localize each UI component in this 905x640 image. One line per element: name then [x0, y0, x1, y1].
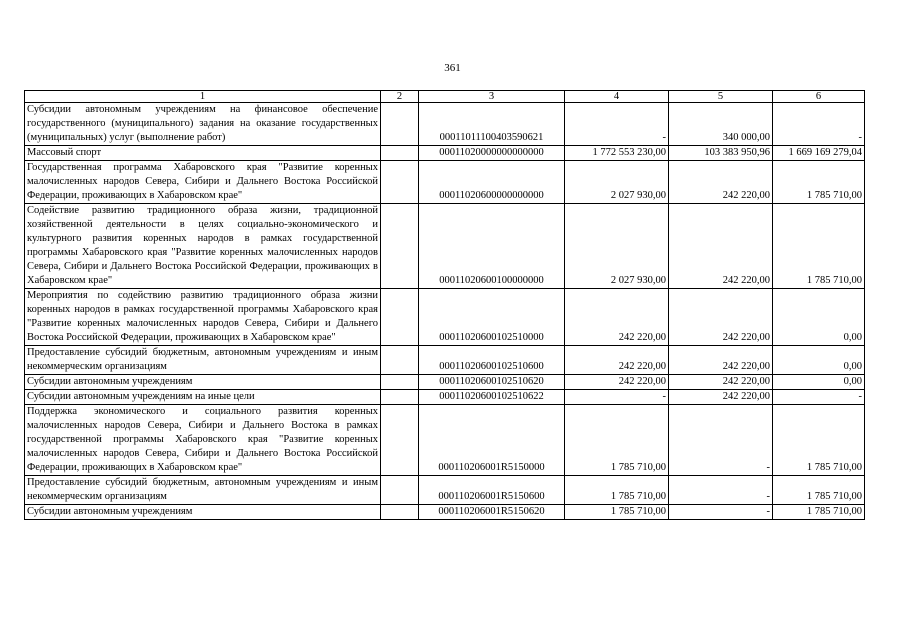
- row-name: Содействие развитию традиционного образа жизни, традиционной хозяйственной деятельности в целях социально-экономического и культурного развития коренных народов в рамках государственной программы Хабаровского края "Развитие коренных малочисленных народов Севера, Сибири и Дальнего Востока Российской Федерации, проживающих в Хабаровском крае": [25, 204, 381, 289]
- row-value-5: 103 383 950,96: [669, 146, 773, 161]
- row-value-4: 242 220,00: [565, 375, 669, 390]
- row-value-6: 0,00: [773, 289, 865, 346]
- row-code: 000110206001R5150600: [419, 476, 565, 505]
- row-col2: [381, 146, 419, 161]
- table-body: [25, 91, 865, 520]
- row-name: Субсидии автономным учреждениям: [25, 375, 381, 390]
- row-col2: [381, 505, 419, 520]
- table-row: [25, 390, 865, 405]
- row-value-4: 1 785 710,00: [565, 476, 669, 505]
- row-name: Поддержка экономического и социального развития коренных малочисленных народов Севера, Сибири и Дальнего Востока в рамках государственной программы Хабаровского края "Развитие коренных малочисленных народов Севера, Сибири и Дальнего Востока Российской Федерации, проживающих в Хабаровском крае": [25, 405, 381, 476]
- row-value-4: 1 785 710,00: [565, 505, 669, 520]
- row-value-6: 0,00: [773, 375, 865, 390]
- row-name: Предоставление субсидий бюджетным, автономным учреждениям и иным некоммерческим организациям: [25, 346, 381, 375]
- row-col2: [381, 346, 419, 375]
- row-col2: [381, 204, 419, 289]
- row-code: 00011020600102510622: [419, 390, 565, 405]
- row-code: 000110206001R5150620: [419, 505, 565, 520]
- table-row: [25, 505, 865, 520]
- row-value-5: 242 220,00: [669, 204, 773, 289]
- table-row: [25, 289, 865, 346]
- row-col2: [381, 161, 419, 204]
- row-col2: [381, 375, 419, 390]
- row-value-5: -: [669, 476, 773, 505]
- row-code: 00011020600102510620: [419, 375, 565, 390]
- row-name: Предоставление субсидий бюджетным, автономным учреждениям и иным некоммерческим организациям: [25, 476, 381, 505]
- row-col2: [381, 103, 419, 146]
- row-value-6: 1 785 710,00: [773, 505, 865, 520]
- row-code: 00011020600000000000: [419, 161, 565, 204]
- row-name: Массовый спорт: [25, 146, 381, 161]
- row-value-4: 242 220,00: [565, 289, 669, 346]
- table-row: [25, 375, 865, 390]
- row-value-6: 1 785 710,00: [773, 476, 865, 505]
- row-code: 00011020000000000000: [419, 146, 565, 161]
- row-col2: [381, 390, 419, 405]
- row-value-4: 1 772 553 230,00: [565, 146, 669, 161]
- column-header: 4: [565, 91, 669, 103]
- row-value-4: 2 027 930,00: [565, 161, 669, 204]
- table-row: [25, 103, 865, 146]
- column-header: 1: [25, 91, 381, 103]
- table-row: [25, 476, 865, 505]
- row-value-5: 242 220,00: [669, 390, 773, 405]
- column-number-row: [25, 91, 865, 103]
- page-number: 361: [444, 62, 461, 74]
- row-value-6: 1 785 710,00: [773, 405, 865, 476]
- row-value-5: -: [669, 405, 773, 476]
- row-value-6: 1 785 710,00: [773, 161, 865, 204]
- row-name: Государственная программа Хабаровского края "Развитие коренных малочисленных народов Севера, Сибири и Дальнего Востока Российской Федерации, проживающих в Хабаровском крае": [25, 161, 381, 204]
- row-value-4: 2 027 930,00: [565, 204, 669, 289]
- row-value-5: 340 000,00: [669, 103, 773, 146]
- row-name: Субсидии автономным учреждениям: [25, 505, 381, 520]
- column-header: 5: [669, 91, 773, 103]
- row-name: Мероприятия по содействию развитию традиционного образа жизни коренных народов в рамках государственной программы Хабаровского края "Развитие коренных малочисленных народов Севера, Сибири и Дальнего Востока Российской Федерации, проживающих в Хабаровском крае": [25, 289, 381, 346]
- row-value-4: -: [565, 103, 669, 146]
- row-name: Субсидии автономным учреждениям на иные цели: [25, 390, 381, 405]
- row-value-5: 242 220,00: [669, 161, 773, 204]
- budget-table: [24, 90, 865, 520]
- row-value-4: 242 220,00: [565, 346, 669, 375]
- column-header: 3: [419, 91, 565, 103]
- row-value-6: 1 785 710,00: [773, 204, 865, 289]
- row-code: 00011020600100000000: [419, 204, 565, 289]
- row-value-5: -: [669, 505, 773, 520]
- row-code: 00011011100403590621: [419, 103, 565, 146]
- row-value-6: -: [773, 103, 865, 146]
- table-row: [25, 405, 865, 476]
- row-value-4: -: [565, 390, 669, 405]
- column-header: 2: [381, 91, 419, 103]
- row-col2: [381, 405, 419, 476]
- table-row: [25, 146, 865, 161]
- table-row: [25, 204, 865, 289]
- row-code: 00011020600102510600: [419, 346, 565, 375]
- row-value-6: 1 669 169 279,04: [773, 146, 865, 161]
- column-header: 6: [773, 91, 865, 103]
- row-code: 00011020600102510000: [419, 289, 565, 346]
- row-value-4: 1 785 710,00: [565, 405, 669, 476]
- row-col2: [381, 289, 419, 346]
- row-name: Субсидии автономным учреждениям на финансовое обеспечение государственного (муниципального) задания на оказание государственных (муниципальных) услуг (выполнение работ): [25, 103, 381, 146]
- table-row: [25, 346, 865, 375]
- row-value-6: 0,00: [773, 346, 865, 375]
- row-value-6: -: [773, 390, 865, 405]
- row-col2: [381, 476, 419, 505]
- row-value-5: 242 220,00: [669, 289, 773, 346]
- row-value-5: 242 220,00: [669, 375, 773, 390]
- row-code: 000110206001R5150000: [419, 405, 565, 476]
- row-value-5: 242 220,00: [669, 346, 773, 375]
- table-row: [25, 161, 865, 204]
